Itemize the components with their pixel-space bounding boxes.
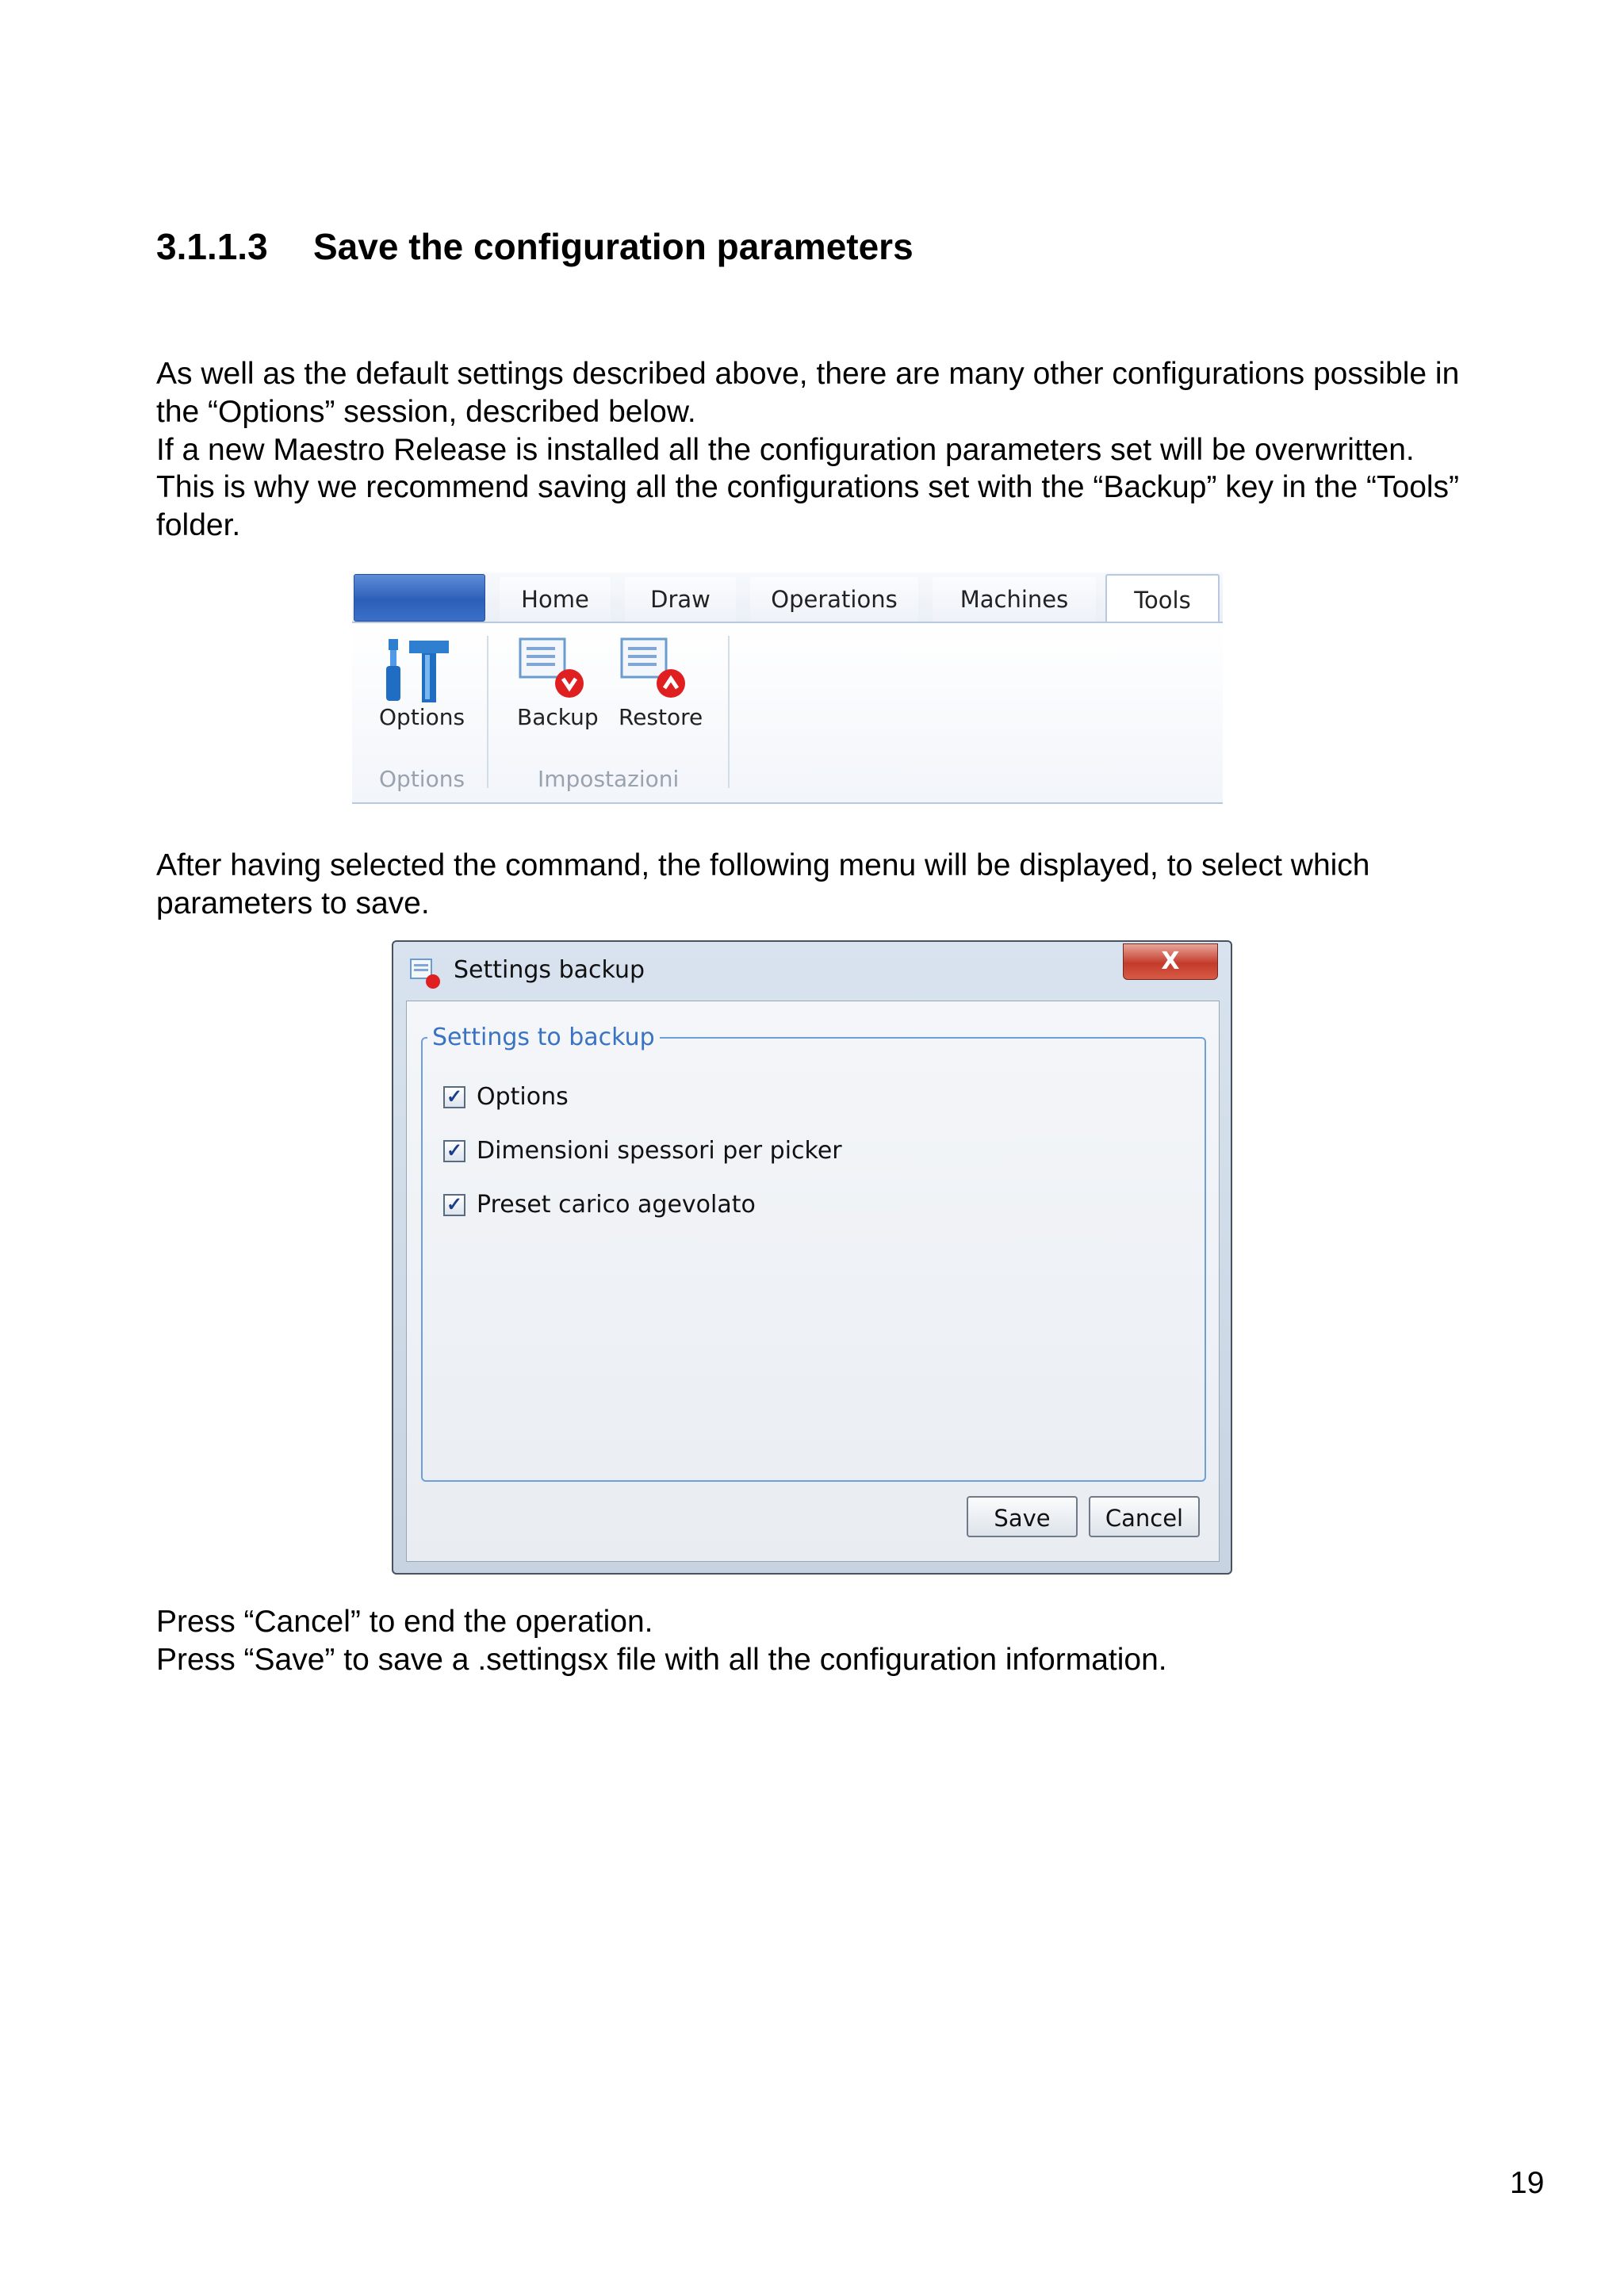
close-button[interactable]: X (1123, 943, 1218, 980)
options-group-label: Options (379, 766, 465, 792)
after-ribbon-line-1: After having selected the command, the following menu will be displayed, to select which (156, 848, 1370, 882)
backup-icon[interactable] (519, 637, 585, 701)
screwdriver-hammer-icon[interactable] (382, 637, 454, 706)
group-divider (728, 636, 730, 788)
after-ribbon-line-2: parameters to save. (156, 886, 430, 920)
cancel-button[interactable]: Cancel (1089, 1496, 1200, 1537)
intro-line-3: If a new Maestro Release is installed all the configuration parameters set will be overwritten. (156, 433, 1415, 467)
intro-line-1: As well as the default settings described above, there are many other configurations possible in (156, 357, 1460, 391)
intro-line-2: the “Options” session, described below. (156, 395, 696, 429)
checkbox-label[interactable]: Dimensioni spessori per picker (477, 1137, 842, 1165)
restore-button-label[interactable]: Restore (619, 704, 703, 730)
group-divider (487, 636, 488, 788)
check-icon[interactable]: ✓ (443, 1140, 465, 1162)
intro-line-5: folder. (156, 508, 241, 542)
options-button-label[interactable]: Options (379, 704, 465, 730)
backup-button-label[interactable]: Backup (517, 704, 599, 730)
section-number: 3.1.1.3 (156, 226, 268, 267)
check-icon[interactable]: ✓ (443, 1194, 465, 1216)
tab-home[interactable]: Home (500, 577, 611, 622)
tab-machines[interactable]: Machines (933, 577, 1096, 622)
section-title: Save the configuration parameters (313, 226, 914, 267)
intro-line-4: This is why we recommend saving all the configurations set with the “Backup” key in the “Tools” (156, 470, 1460, 504)
settings-group-box (421, 1024, 1206, 1482)
ribbon-panel (352, 622, 1223, 804)
dialog-client-area (406, 1001, 1220, 1562)
section-heading (156, 225, 914, 268)
settings-group-label: Impostazioni (538, 766, 680, 792)
checkbox-label[interactable]: Options (477, 1083, 569, 1111)
group-box-label: Settings to backup (432, 1024, 655, 1051)
settings-backup-dialog (392, 940, 1232, 1575)
check-icon[interactable]: ✓ (443, 1086, 465, 1108)
tab-operations[interactable]: Operations (750, 577, 918, 622)
checkbox-label[interactable]: Preset carico agevolato (477, 1191, 756, 1219)
tab-draw[interactable]: Draw (625, 577, 736, 622)
backup-icon (409, 958, 444, 989)
dialog-title: Settings backup (454, 956, 645, 984)
closing-line-1: Press “Cancel” to end the operation. (156, 1605, 653, 1639)
closing-line-2: Press “Save” to save a .settingsx file with all the configuration information. (156, 1643, 1167, 1677)
tab-tools[interactable]: Tools (1105, 574, 1220, 625)
restore-icon[interactable] (620, 637, 687, 701)
ribbon-screenshot (352, 572, 1223, 806)
save-button[interactable]: Save (967, 1496, 1078, 1537)
application-menu-button[interactable] (354, 574, 485, 622)
ribbon-tab-bar (352, 572, 1223, 622)
page-number: 19 (1510, 2166, 1545, 2200)
